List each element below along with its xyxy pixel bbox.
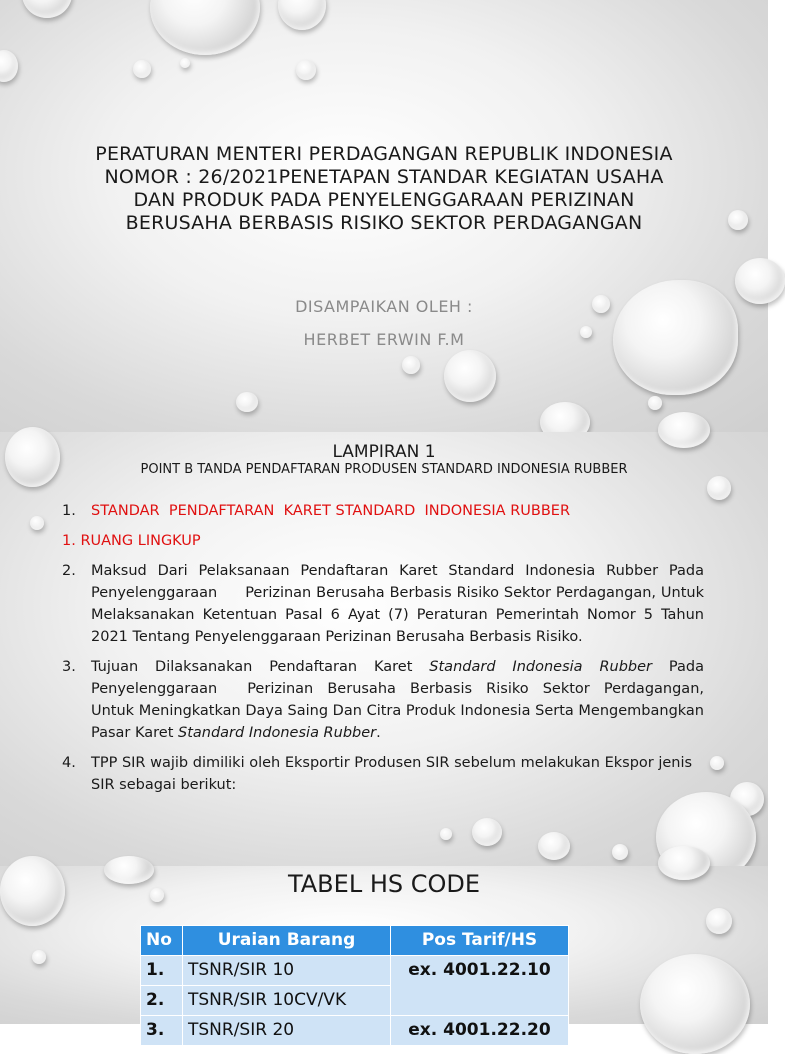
hs-code-table bbox=[140, 925, 569, 1046]
cell-no: 2. bbox=[141, 986, 183, 1016]
water-drop-decoration bbox=[0, 50, 18, 82]
list-item bbox=[62, 500, 704, 522]
water-drop-decoration bbox=[278, 0, 326, 30]
presenter-name: HERBET ERWIN F.M bbox=[303, 330, 465, 349]
slide-title: LAMPIRAN 1 bbox=[332, 442, 436, 462]
item-text: TPP SIR wajib dimiliki oleh Eksportir Produsen SIR sebelum melakukan Ekspor jenis SIR sebagai berikut: bbox=[91, 755, 693, 793]
cell-description: TSNR/SIR 20 bbox=[183, 1016, 391, 1046]
item-number: 4. bbox=[62, 755, 76, 771]
presenter-info bbox=[0, 290, 768, 356]
water-drop-decoration bbox=[648, 396, 662, 410]
item-text-part: Tujuan Dilaksanakan Pendaftaran Karet bbox=[91, 659, 430, 675]
title-line: NOMOR : 26/2021PENETAPAN STANDAR KEGIATAN USAHA bbox=[104, 166, 664, 188]
item-number: 3. bbox=[62, 659, 76, 675]
slide-subtitle: POINT B TANDA PENDAFTARAN PRODUSEN STANDARD INDONESIA RUBBER bbox=[140, 462, 628, 477]
water-drop-decoration bbox=[707, 476, 731, 500]
water-drop-decoration bbox=[612, 844, 628, 860]
water-drop-decoration bbox=[180, 58, 190, 68]
title-line: DAN PRODUK PADA PENYELENGGARAAN PERIZINAN bbox=[133, 189, 635, 211]
item-number: 2. bbox=[62, 563, 76, 579]
presentation-title bbox=[40, 143, 728, 235]
item-text-italic: Standard Indonesia Rubber bbox=[429, 659, 653, 675]
water-drop-decoration bbox=[236, 392, 258, 412]
water-drop-decoration bbox=[444, 350, 496, 402]
item-text-part: Perizinan Berusaha Berbasis Risiko Sektor Perdagangan, Untuk Melaksanakan Ketentuan Pasal 6 Ayat (7) Peraturan Pemerintah Nomor 5 Tahun 2021 Tentang Penyelenggaraan Perizinan Berusaha Berbasis Risiko. bbox=[91, 585, 704, 645]
table-header-row bbox=[141, 926, 569, 956]
title-line: BERUSAHA BERBASIS RISIKO SEKTOR PERDAGANGAN bbox=[125, 212, 643, 234]
list-item bbox=[62, 752, 704, 796]
presented-by-label: DISAMPAIKAN OLEH : bbox=[295, 297, 473, 316]
hs-code-slide bbox=[0, 866, 768, 1040]
title-slide bbox=[0, 0, 768, 432]
water-drop-decoration bbox=[22, 0, 72, 18]
item-text bbox=[91, 656, 704, 744]
item-text-part: . bbox=[376, 725, 381, 741]
scope-heading: 1. RUANG LINGKUP bbox=[62, 533, 201, 549]
content-list bbox=[62, 500, 704, 804]
section-heading bbox=[62, 530, 704, 552]
title-line: PERATURAN MENTERI PERDAGANGAN REPUBLIK INDONESIA bbox=[95, 143, 673, 165]
water-drop-decoration bbox=[32, 950, 46, 964]
cell-description: TSNR/SIR 10CV/VK bbox=[183, 986, 391, 1016]
water-drop-decoration bbox=[150, 0, 260, 55]
water-drop-decoration bbox=[640, 954, 750, 1054]
water-drop-decoration bbox=[133, 60, 151, 78]
water-drop-decoration bbox=[710, 756, 724, 770]
list-item bbox=[62, 560, 704, 648]
water-drop-decoration bbox=[440, 828, 452, 840]
cell-no: 3. bbox=[141, 1016, 183, 1046]
cell-no: 1. bbox=[141, 956, 183, 986]
cell-hs-code: ex. 4001.22.20 bbox=[391, 1016, 569, 1046]
table-row bbox=[141, 1016, 569, 1046]
lampiran-slide bbox=[0, 432, 768, 866]
header-no: No bbox=[141, 926, 183, 956]
cell-description: TSNR/SIR 10 bbox=[183, 956, 391, 986]
item-text-part: Perizinan Berusaha Berbasis Risiko Sektor Perdagangan, Untuk Meningkatkan Daya Saing Dan Citra Produk Indonesia Serta Mengembangkan Pasar Karet bbox=[91, 681, 704, 741]
list-item bbox=[62, 656, 704, 744]
water-drop-decoration bbox=[728, 210, 748, 230]
item-number: 1. bbox=[62, 503, 76, 519]
item-text bbox=[91, 560, 704, 648]
item-text-part: Pada Penyelenggaraan bbox=[91, 659, 704, 697]
item-text-italic: Standard Indonesia Rubber bbox=[178, 725, 377, 741]
water-drop-decoration bbox=[30, 516, 44, 530]
header-description: Uraian Barang bbox=[183, 926, 391, 956]
water-drop-decoration bbox=[402, 356, 420, 374]
water-drop-decoration bbox=[538, 832, 570, 860]
item-text: STANDAR PENDAFTARAN KARET STANDARD INDONESIA RUBBER bbox=[91, 503, 571, 519]
item-text-part: Maksud Dari Pelaksanaan Pendaftaran Karet Standard Indonesia Rubber Pada Penyelenggaraan bbox=[91, 563, 704, 601]
cell-hs-code: ex. 4001.22.10 bbox=[391, 956, 569, 1016]
water-drop-decoration bbox=[706, 908, 732, 934]
header-hs-code: Pos Tarif/HS bbox=[391, 926, 569, 956]
table-row bbox=[141, 956, 569, 986]
table-title: TABEL HS CODE bbox=[287, 870, 481, 898]
water-drop-decoration bbox=[472, 818, 502, 846]
water-drop-decoration bbox=[296, 60, 316, 80]
